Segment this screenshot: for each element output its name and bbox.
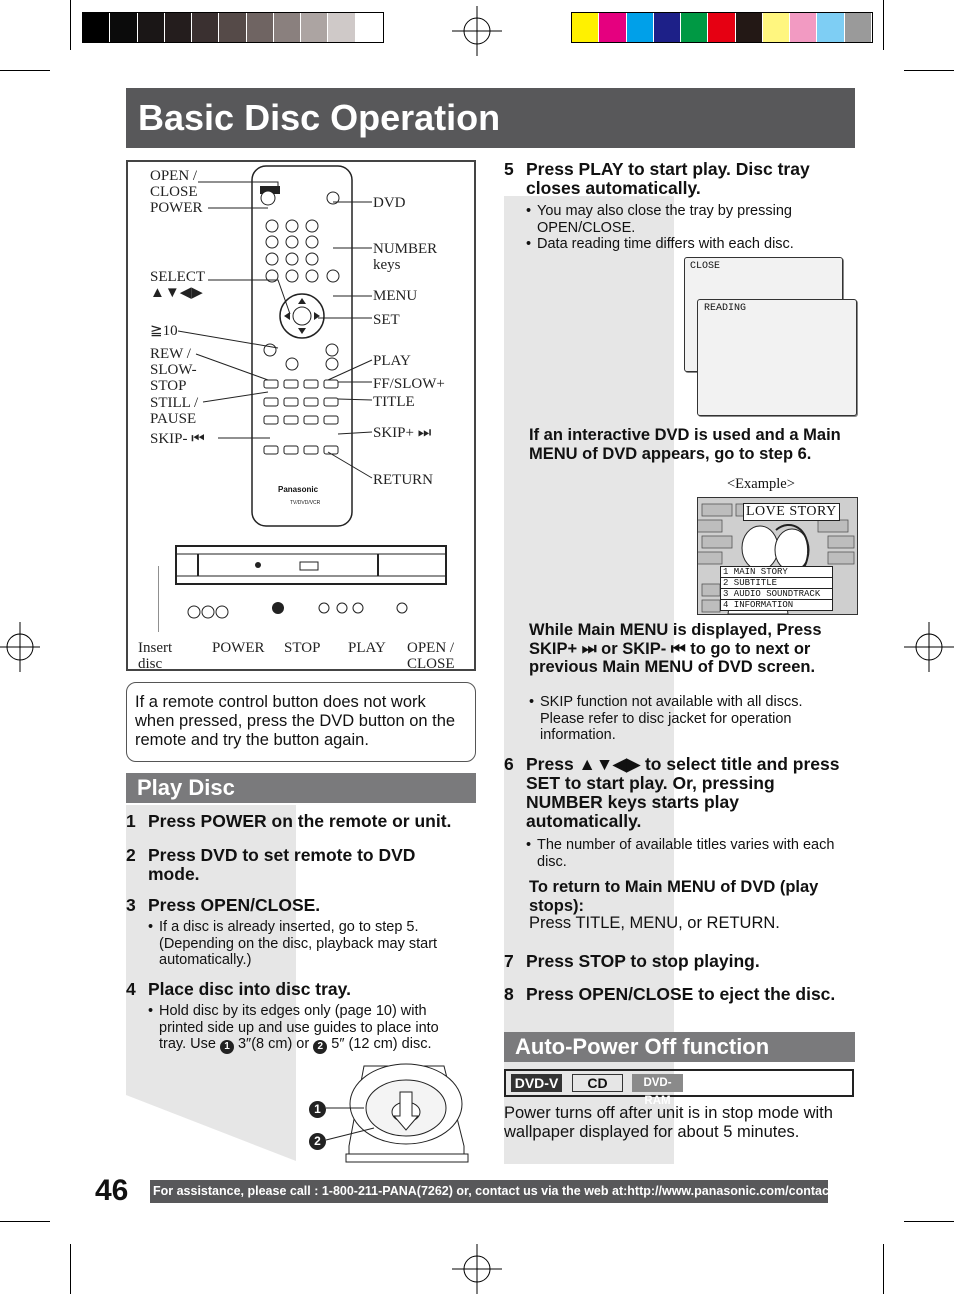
color-swatch: [790, 13, 816, 42]
color-swatch: [328, 13, 354, 42]
right-gray-ribbon: [504, 196, 674, 1164]
label-unit-open-close: OPEN / CLOSE: [407, 640, 455, 672]
remote-diagram-panel: [126, 160, 476, 671]
registration-mark-left: [0, 622, 40, 672]
while-menu-bullet: • SKIP function not available with all discs. Please refer to disc jacket for operation information.: [529, 694, 803, 743]
label-number-keys: NUMBER keys: [373, 241, 438, 273]
return-heading: To return to Main MENU of DVD (play stops):: [529, 878, 819, 915]
label-title: TITLE: [373, 394, 415, 410]
color-swatch: [681, 13, 707, 42]
color-swatch: [599, 13, 625, 42]
color-swatch: [572, 13, 598, 42]
color-swatch: [301, 13, 327, 42]
color-swatch: [817, 13, 843, 42]
color-swatch: [274, 13, 300, 42]
label-power: POWER: [150, 200, 203, 216]
label-open-close: OPEN / CLOSE: [150, 168, 198, 200]
step-7: 7 Press STOP to stop playing.: [504, 951, 760, 971]
play-step-3-bullet: • If a disc is already inserted, go to step 5. (Depending on the disc, playback may start automatically.): [148, 919, 438, 968]
label-skip-minus: SKIP- ⏮: [150, 431, 205, 447]
disc-type-badges: [504, 1069, 854, 1107]
play-step-4-bullet: • Hold disc by its edges only (page 10) with printed side up and use guides to place into tray. Use 1 3″(8 cm) or 2 5″ (12 cm) disc.: [148, 1003, 439, 1052]
marker-1-icon: 1: [220, 1040, 234, 1054]
label-dvd: DVD: [373, 195, 406, 211]
color-swatch: [736, 13, 762, 42]
play-step-2: 2 Press DVD to set remote to DVD mode.: [126, 845, 416, 884]
label-return: RETURN: [373, 472, 433, 488]
play-disc-heading: Play Disc: [126, 773, 476, 803]
leader-lines: [128, 162, 474, 532]
marker-2-icon: 2: [313, 1040, 327, 1054]
registration-mark-bottom: [452, 1244, 502, 1294]
page-number: 46: [95, 1174, 129, 1207]
menu-item[interactable]: 2 SUBTITLE: [721, 578, 832, 589]
label-still-pause: STILL / PAUSE: [150, 395, 199, 427]
page-title: Basic Disc Operation: [138, 97, 501, 138]
color-bar: [571, 12, 873, 43]
reading-screen: READING: [697, 299, 857, 416]
color-swatch: [627, 13, 653, 42]
color-swatch: [110, 13, 136, 42]
label-play: PLAY: [373, 353, 411, 369]
step-6: 6 Press ▲▼◀▶ to select title and press SET to start play. Or, pressing NUMBER keys starts play automatically.: [504, 754, 840, 831]
while-menu-instruction: While Main MENU is displayed, Press SKIP+ ⏭ or SKIP- ⏮ to go to next or previous Main MENU of DVD screen.: [529, 621, 822, 676]
label-menu: MENU: [373, 288, 418, 304]
example-menu-screen: [697, 497, 858, 615]
label-set: SET: [373, 312, 400, 328]
label-ten-plus: ≧10: [150, 323, 178, 339]
label-unit-play: PLAY: [348, 640, 386, 656]
color-swatch: [192, 13, 218, 42]
label-ff-slow: FF/SLOW+: [373, 376, 445, 392]
tray-marker-1: 1: [309, 1101, 326, 1118]
remote-model: TV/DVD/VCR: [290, 500, 321, 506]
menu-item[interactable]: 4 INFORMATION: [723, 600, 794, 610]
label-unit-stop: STOP: [284, 640, 321, 656]
color-swatch: [138, 13, 164, 42]
color-swatch: [247, 13, 273, 42]
label-rew-slow-stop: REW / SLOW- STOP: [150, 346, 197, 394]
menu-title: LOVE STORY: [743, 503, 840, 521]
registration-mark-top: [452, 6, 502, 56]
interactive-dvd-note: If an interactive DVD is used and a Main MENU of DVD appears, go to step 6.: [529, 426, 841, 463]
play-step-4: 4 Place disc into disc tray.: [126, 979, 351, 999]
badge-dvd-ram: DVD-RAM: [632, 1074, 683, 1092]
color-swatch: [356, 13, 382, 42]
step-5-bullet-1: • You may also close the tray by pressing OPEN/CLOSE.: [526, 203, 792, 236]
color-swatch: [83, 13, 109, 42]
auto-power-heading: Auto-Power Off function: [504, 1032, 855, 1062]
label-skip-plus: SKIP+ ⏭: [373, 425, 432, 441]
menu-item[interactable]: 1 MAIN STORY: [721, 567, 832, 578]
close-screen: CLOSE: [684, 257, 843, 372]
color-swatch: [219, 13, 245, 42]
assistance-text: For assistance, please call : 1-800-211-PANA(7262) or, contact us via the web at:http://www.panasonic.com/contactinfo: [153, 1184, 856, 1198]
dvd-unit-illustration: [158, 542, 448, 632]
label-unit-power: POWER: [212, 640, 265, 656]
auto-power-text: Power turns off after unit is in stop mode with wallpaper displayed for about 5 minutes.: [504, 1104, 833, 1141]
disc-tray-illustration: [304, 1058, 474, 1166]
step-8: 8 Press OPEN/CLOSE to eject the disc.: [504, 984, 836, 1004]
badge-dvd-v: DVD-V: [511, 1074, 562, 1092]
step-5: 5 Press PLAY to start play. Disc tray closes automatically.: [504, 159, 810, 198]
label-select: SELECT ▲▼◀▶: [150, 269, 205, 301]
assistance-bar: [150, 1180, 856, 1203]
color-swatch: [165, 13, 191, 42]
menu-list: [720, 566, 833, 611]
menu-item[interactable]: 3 AUDIO SOUNDTRACK: [721, 589, 832, 600]
tray-marker-2: 2: [309, 1133, 326, 1150]
color-swatch: [654, 13, 680, 42]
play-step-1: 1 Press POWER on the remote or unit.: [126, 811, 452, 831]
remote-tip-box: If a remote control button does not work when pressed, press the DVD button on the remote and try the button again.: [126, 682, 476, 762]
remote-brand: Panasonic: [278, 485, 319, 494]
return-text: Press TITLE, MENU, or RETURN.: [529, 914, 780, 932]
step-5-bullet-2: • Data reading time differs with each disc.: [526, 236, 794, 252]
play-step-3: 3 Press OPEN/CLOSE.: [126, 895, 321, 915]
badge-cd: CD: [572, 1074, 623, 1092]
gray-scale-bar: [82, 12, 384, 43]
step-6-bullet: • The number of available titles varies with each disc.: [526, 837, 835, 870]
title-bar: [126, 88, 855, 148]
color-swatch: [763, 13, 789, 42]
example-label: <Example>: [727, 476, 795, 492]
color-swatch: [708, 13, 734, 42]
color-swatch: [845, 13, 871, 42]
label-insert-disc: Insert disc: [138, 640, 173, 672]
registration-mark-right: [904, 622, 954, 672]
